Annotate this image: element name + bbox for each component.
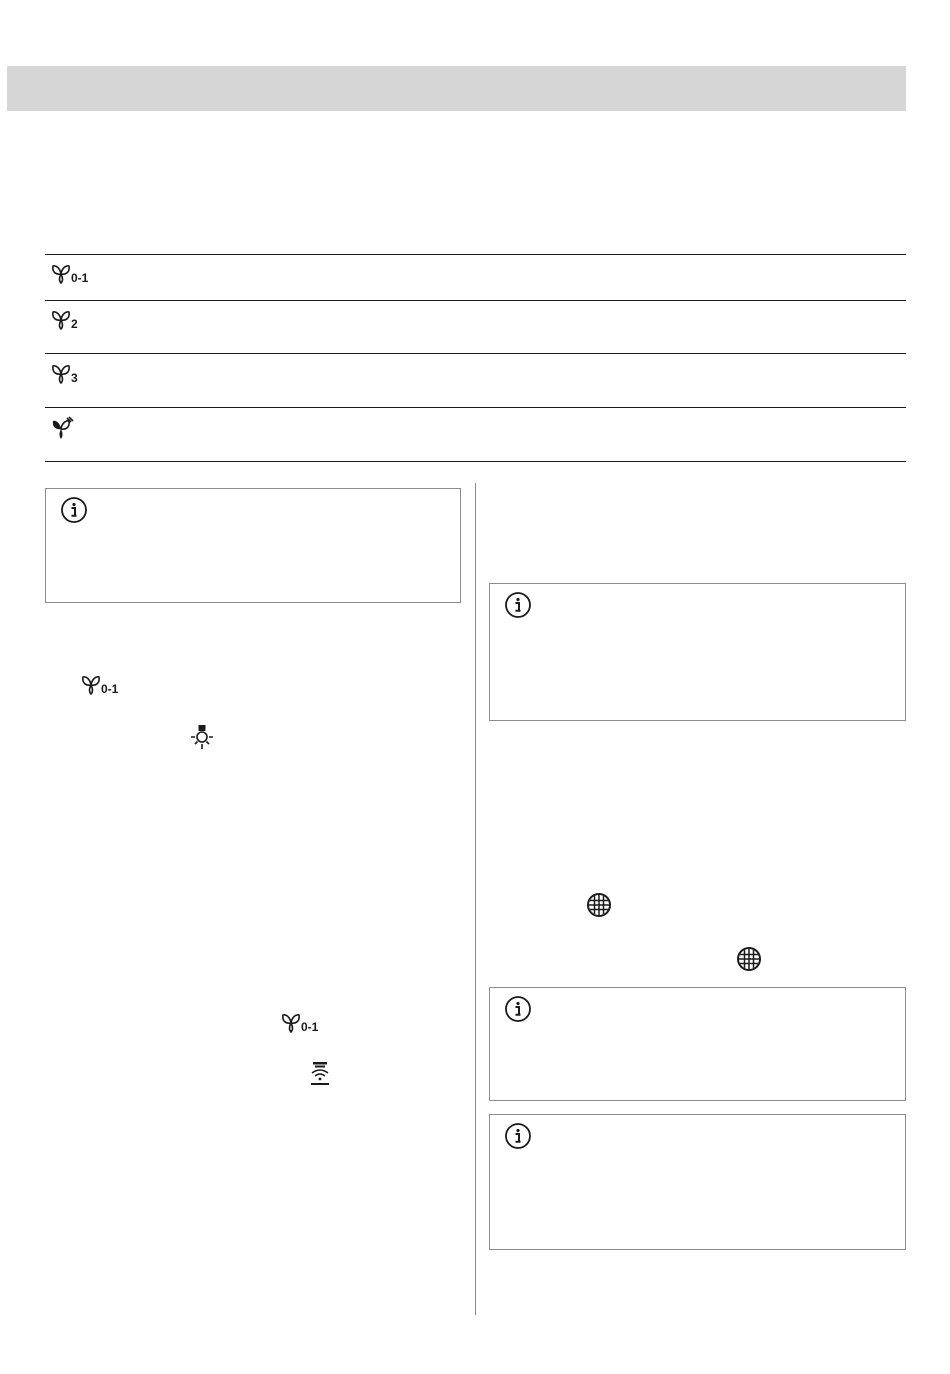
grease-filter-icon <box>736 946 762 972</box>
info-note-box <box>45 488 461 603</box>
fan-speed-subscript: 2 <box>71 317 78 331</box>
fan-speed-0-1-icon <box>50 262 88 284</box>
hob-to-hood-wireless-icon <box>309 1061 331 1087</box>
fan-speed-subscript: 0-1 <box>101 682 119 696</box>
light-icon <box>188 724 216 752</box>
table-rule <box>45 407 906 408</box>
info-note-box <box>489 1114 906 1250</box>
fan-speed-0-1-icon <box>280 1011 318 1033</box>
info-icon <box>60 496 88 524</box>
info-icon <box>504 1122 532 1150</box>
fan-speed-0-1-icon <box>80 673 118 695</box>
table-rule-bottom <box>45 461 906 462</box>
fan-speed-subscript: 3 <box>71 371 78 385</box>
info-note-box <box>489 583 906 721</box>
fan-speed-subscript: 0-1 <box>71 271 89 285</box>
info-icon <box>504 591 532 619</box>
table-rule <box>45 353 906 354</box>
fan-speed-2-icon <box>50 308 78 330</box>
fan-speed-subscript: 0-1 <box>301 1020 319 1034</box>
grease-filter-icon <box>586 892 612 918</box>
fan-speed-3-icon <box>50 362 78 384</box>
column-divider <box>475 483 476 1315</box>
table-rule <box>45 300 906 301</box>
info-icon <box>504 995 532 1023</box>
table-rule-top <box>45 254 906 255</box>
info-note-box <box>489 987 906 1101</box>
section-header-bar <box>7 66 906 111</box>
fan-boost-icon <box>50 416 76 442</box>
